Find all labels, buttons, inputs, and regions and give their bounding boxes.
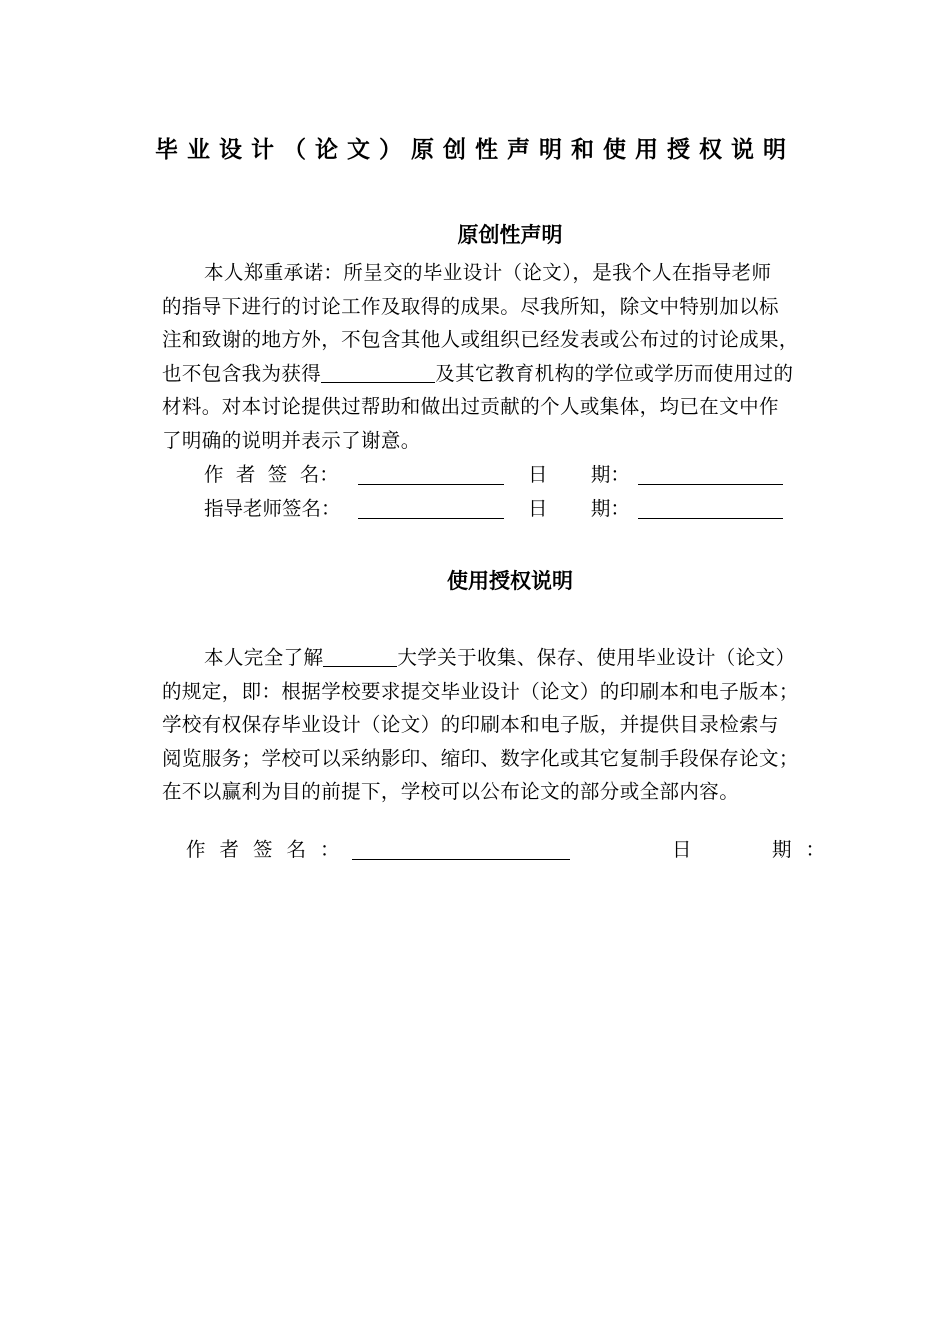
author-signature-row xyxy=(0,460,950,490)
advisor-signature-row xyxy=(0,494,950,524)
final-author-signature-blank[interactable] xyxy=(352,858,570,860)
author-signature-blank[interactable] xyxy=(358,483,504,485)
advisor-date-blank[interactable] xyxy=(638,517,783,519)
authorization-line-4: 阅览服务；学校可以采纳影印、缩印、数字化或其它复制手段保存论文； xyxy=(162,746,799,770)
authorization-paragraph xyxy=(162,641,874,809)
authorization-heading: 使用授权说明 xyxy=(447,569,573,593)
authorization-line-1 xyxy=(162,641,874,675)
originality-paragraph xyxy=(162,256,874,458)
originality-line-4 xyxy=(162,357,874,391)
authorization-line-3: 学校有权保存毕业设计（论文）的印刷本和电子版，并提供目录检索与 xyxy=(162,713,779,737)
document-title: 毕业设计（论文）原创性声明和使用授权说明 xyxy=(155,137,795,163)
final-signature-row xyxy=(0,835,950,865)
originality-line-4a: 也不包含我为获得 xyxy=(162,361,322,385)
originality-line-3: 注和致谢的地方外，不包含其他人或组织已经发表或公布过的讨论成果， xyxy=(162,328,799,352)
degree-institution-blank[interactable] xyxy=(321,362,435,383)
authorization-line-1a: 本人完全了解 xyxy=(204,646,324,669)
authorization-line-5: 在不以赢利为目的前提下，学校可以公布论文的部分或全部内容。 xyxy=(162,780,740,804)
author-date-label: 日 期： xyxy=(528,463,630,486)
authorization-line-2: 的规定，即：根据学校要求提交毕业设计（论文）的印刷本和电子版本； xyxy=(162,679,799,703)
author-date-blank[interactable] xyxy=(638,483,783,485)
originality-line-5: 材料。对本讨论提供过帮助和做出过贡献的个人或集体，均已在文中作 xyxy=(162,395,779,419)
originality-line-4b: 及其它教育机构的学位或学历而使用过的 xyxy=(435,361,794,385)
authorization-line-1b: 大学关于收集、保存、使用毕业设计（论文） xyxy=(397,646,796,669)
advisor-signature-label: 指导老师签名： xyxy=(204,497,341,520)
final-date-label-b: 期： xyxy=(772,838,840,861)
originality-heading: 原创性声明 xyxy=(457,223,563,247)
originality-line-2: 的指导下进行的讨论工作及取得的成果。尽我所知，除文中特别加以标 xyxy=(162,294,779,318)
originality-line-6: 了明确的说明并表示了谢意。 xyxy=(162,428,421,452)
university-name-blank[interactable] xyxy=(323,646,397,667)
originality-line-1: 本人郑重承诺：所呈交的毕业设计（论文），是我个人在指导老师 xyxy=(204,261,772,284)
advisor-signature-blank[interactable] xyxy=(358,517,504,519)
advisor-date-label: 日 期： xyxy=(528,497,630,520)
author-signature-label: 作 者 签 名： xyxy=(204,463,339,486)
final-author-signature-label: 作者签名： xyxy=(186,838,354,861)
final-date-label-a: 日 xyxy=(672,838,692,861)
